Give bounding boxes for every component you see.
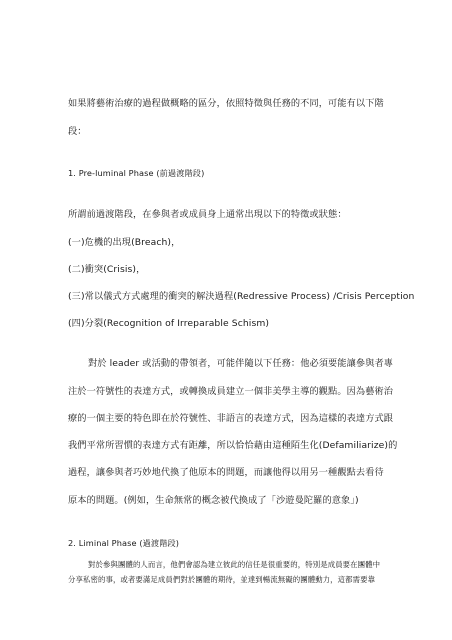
paragraph-line: 我們平常所習慣的表達方式有距離，所以恰恰藉由這種陌生化(Defamiliarize)的 — [68, 440, 398, 451]
paragraph-line: 療的一個主要的特色即在於符號性、非語言的表達方式，因為這樣的表達方式跟 — [68, 413, 394, 424]
paragraph-line: 過程，讓參與者巧妙地代換了他原本的問題，而讓他得以用另一種觀點去看待 — [68, 467, 384, 478]
intro-line-1: 如果將藝術治療的過程做概略的區分，依照特徵與任務的不同，可能有以下階 — [68, 98, 384, 109]
section-1-heading: 1. Pre-luminal Phase (前過渡階段) — [68, 168, 205, 178]
intro-line-2: 段： — [68, 126, 87, 137]
section-1-lead: 所謂前過渡階段，在參與者或成員身上通常出現以下的特徵或狀態： — [68, 209, 347, 220]
list-item-breach: (一)危機的出現(Breach)， — [68, 237, 181, 248]
section-2-paragraph-line: 分享私密的事，或者要滿足成員們對於團體的期待，並達到暢流無礙的團體動力，這都需要靠 — [68, 575, 376, 584]
paragraph-line: 原本的問題。(例如，生命無常的概念被代換成了「沙遊曼陀羅的意象」) — [68, 495, 359, 506]
list-item-redressive-process: (三)常以儀式方式處理的衝突的解決過程(Redressive Process) /Crisis Perception — [68, 291, 415, 302]
list-item-crisis: (二)衝突(Crisis)， — [68, 264, 146, 275]
section-2-paragraph-line: 對於參與團體的人而言，他們會認為建立彼此的信任是很重要的，特別是成員要在團體中 — [88, 560, 381, 569]
paragraph-line: 注於一符號性的表達方式，或轉換成員建立一個非美學主導的觀點。因為藝術治 — [68, 386, 394, 397]
paragraph-line: 對於 leader 或活動的帶領者，可能伴隨以下任務：他必須要能讓參與者專 — [88, 358, 394, 369]
section-2-heading: 2. Liminal Phase (過渡階段) — [68, 538, 180, 548]
list-item-schism: (四)分裂(Recognition of Irreparable Schism) — [68, 318, 270, 329]
